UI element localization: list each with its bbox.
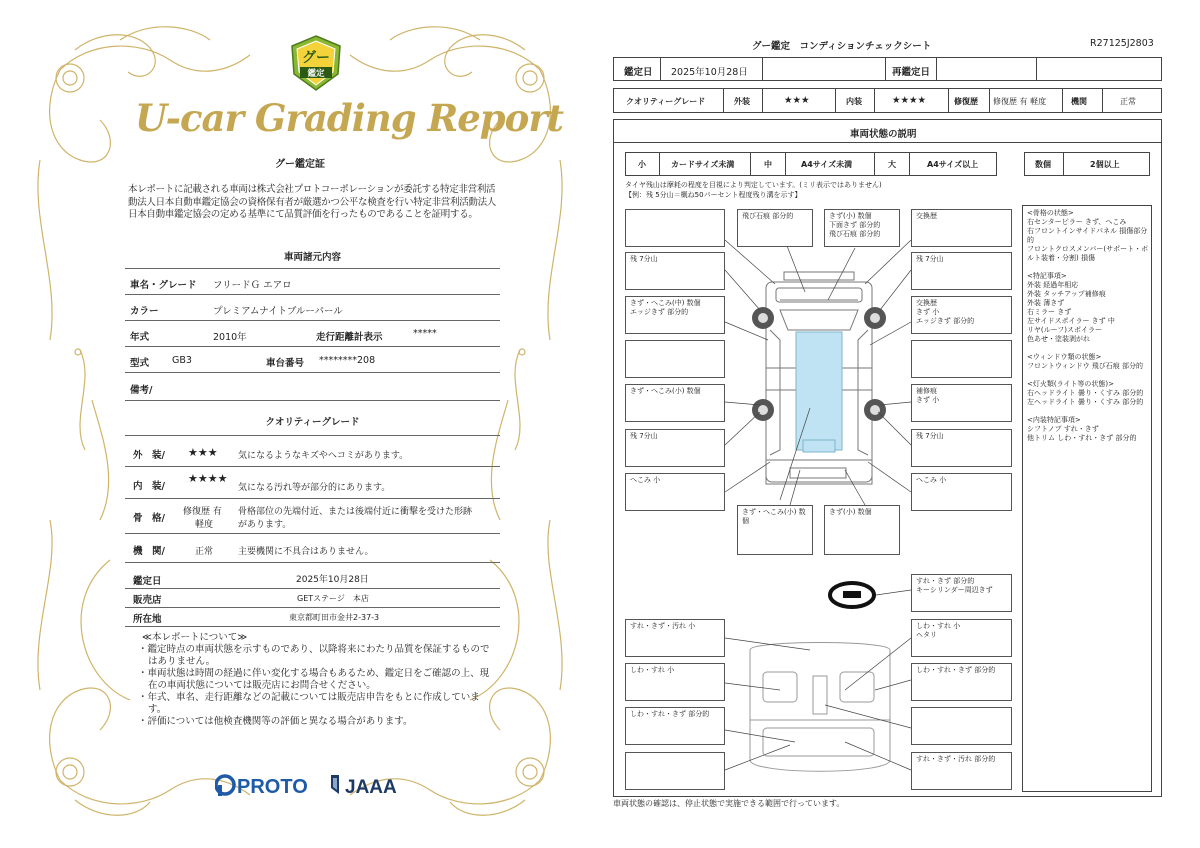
tire-example: 【例：残 5分山＝概ね50パーセント程度残り溝を示す】 [625,191,802,199]
remarks-label: 備考/ [130,385,153,396]
divider [125,533,500,534]
mileage-label: 走行距離計表示 [316,332,383,343]
proto-logo-icon [216,776,234,796]
exterior-label: 外装 [734,97,750,106]
damage-box: へこみ 小 [625,473,725,511]
frame-desc-line2: があります。 [238,520,292,530]
legend-count-desc: 2個以上 [1090,160,1120,169]
interior-stars: ★★★★ [188,472,228,485]
interior-box: しわ・すれ 小 [625,663,725,701]
engine-label: 機 関/ [133,546,165,557]
certificate-title: グー鑑定証 [275,159,325,170]
note-item: ・車両状態は時間の経過に伴い変化する場合もあるため、鑑定日をご確認の上、現在の車両状態については販売店にお問合せください。 [138,668,490,691]
proto-logo-text: PROTO [237,776,308,798]
goo-kantei-badge-icon [288,34,344,92]
interior-box: すれ・きず・汚れ 小 [625,619,725,657]
year-label: 年式 [130,332,150,343]
document-id: R27125J2803 [1090,38,1154,49]
divider [125,320,500,321]
damage-box [911,340,1012,378]
appraisal-date-label: 鑑定日 [133,576,162,587]
jaaa-logo-text: JAAA [345,777,397,798]
appraisal-date-label: 鑑定日 [624,67,653,78]
damage-box: きず・へこみ(小) 数個 [737,505,813,555]
color-value: プレミアムナイトブルーパール [213,306,343,317]
shop-label: 販売店 [133,595,162,606]
legend-small: 小 [638,160,646,169]
car-name-label: 車名・グレード [130,280,197,291]
exterior-desc: 気になるようなキズやヘコミがあります。 [238,451,409,461]
interior-box [625,752,725,790]
damage-box: きず・へこみ(中) 数個 エッジきず 部分的 [625,296,725,334]
notes-title: ≪本レポートについて≫ [142,632,248,643]
steering-box: すれ・きず 部分的 キーシリンダー周辺きず [911,574,1012,612]
exterior-label: 外 装/ [133,450,165,461]
interior-label: 内装 [846,97,862,106]
interior-box: しわ・すれ・きず 部分的 [911,663,1012,701]
appraisal-date-value: 2025年10月28日 [296,575,369,585]
damage-box [625,209,725,247]
divider [125,626,500,627]
quality-section-title: クオリティーグレード [265,417,360,428]
cell [1036,57,1162,81]
frame-label: 骨 格/ [133,513,165,524]
tire-box: 残 7分山 [911,429,1012,467]
appraisal-date-value: 2025年10月28日 [671,67,748,78]
frame-value-line1: 修復歴 有 [183,507,222,517]
repair-history-label: 修復歴 [954,97,978,106]
interior-stars: ★★★★ [892,95,927,106]
report-notes [138,632,498,728]
legend-mid-desc: A4サイズ未満 [801,160,853,169]
divider [125,498,500,499]
footer-note: 車両状態の確認は、停止状態で実施できる範囲で行っています。 [613,799,845,808]
legend-large-desc: A4サイズ以上 [927,160,979,169]
badge-top-text: グー [302,50,330,66]
legend-count: 数個 [1035,160,1051,169]
damage-box: 交換歴 きず 小 エッジきず 部分的 [911,296,1012,334]
status-title: 車両状態の説明 [850,129,917,140]
damage-box: きず・へこみ(小) 数個 [625,384,725,422]
note-item: ・年式、車名、走行距離などの記載については販売店申告をもとに作成しています。 [138,692,480,715]
divider [125,268,500,269]
damage-box: きず(小) 数個 [824,505,900,555]
remarks-text: <骨格の状態> 右センターピラー きず、へこみ 右フロントインサイドパネル 損傷部分的 フロントクロスメンバー(サポート・ボルト装着・分割) 損傷 <特記事項> 外装 経過年相応 外装 タッチアップ補修痕 外装 薄きず 右ミラー きず 左サイドスポイラー きず 中 リヤ(ルーフ)スポイラー 色あせ・塗装剥がれ <ウィンドウ類の状態> フロントウィンドウ 飛び石痕 部分的 <灯火類(ライト等の状態)> 右ヘッドライト 曇り・くすみ 部分的 左ヘッドライト 曇り・くすみ 部分的 <内装特記事項> シフトノブ すれ・きず 他トリム しわ・すれ・きず 部分的 [1027,209,1149,442]
certificate-body: 本レポートに記載される車両は株式会社プロトコーポレーションが委託する特定非営利活動法人日本自動車鑑定協会の資格保有者が厳選かつ公平な検査を行い特定非営利活動法人日本自動車鑑定協会の定める基準にて品質評価を行ったものであることを証明する。 [128,184,497,220]
car-name-value: フリードＧ エアロ [213,280,292,291]
divider [125,466,500,467]
note-item: ・評価については他検査機関等の評価と異なる場合があります。 [138,716,413,727]
divider [125,562,500,563]
divider [125,435,500,436]
interior-box: すれ・きず・汚れ 部分的 [911,752,1012,790]
tire-note: タイヤ残山は摩耗の程度を目視により判定しています。(ミリ表示ではありません) [625,181,882,189]
badge-bottom-text: 鑑定 [307,69,325,79]
interior-label: 内 装/ [133,481,165,492]
exterior-stars: ★★★ [188,446,218,459]
chassis-value: ********208 [319,355,376,366]
model-value: GB3 [172,355,192,366]
engine-label: 機関 [1071,97,1087,106]
address-label: 所在地 [133,614,162,625]
divider [125,294,500,295]
damage-box [625,340,725,378]
divider [125,400,500,401]
divider [125,346,500,347]
sheet-title: グー鑑定 コンディションチェックシート [752,41,932,52]
damage-box: 補修痕 きず 小 [911,384,1012,422]
tire-box: 残 7分山 [911,252,1012,290]
script-title: U-car Grading Report [135,96,563,140]
color-label: カラー [130,306,159,317]
jaaa-logo-icon [331,775,339,794]
damage-box: 交換歴 [911,209,1012,247]
frame-desc-line1: 骨格部位の先端付近、または後端付近に衝撃を受けた形跡 [238,507,473,517]
exterior-stars: ★★★ [784,95,810,106]
chassis-label: 車台番号 [266,358,305,369]
mileage-value: ***** [413,328,437,339]
engine-desc: 主要機関に不具合はありません。 [238,547,374,557]
company-logos [215,772,415,798]
interior-box: しわ・すれ・きず 部分的 [625,707,725,745]
repair-history-value: 修復歴 有 軽度 [993,97,1047,106]
legend-small-desc: カードサイズ未満 [671,160,735,169]
year-value: 2010年 [213,332,247,343]
address-value: 東京都町田市金井2-37-3 [289,613,380,622]
reappraisal-date-label: 再鑑定日 [892,67,931,78]
frame-value-line2: 軽度 [195,520,214,530]
quality-grade-label: クオリティーグレード [626,97,706,106]
damage-box: 飛び石痕 部分的 [737,209,813,247]
model-label: 型式 [130,358,150,369]
divider [125,588,500,589]
note-item: ・鑑定時点の車両状態を示すものであり、以降将来にわたり品質を保証するものではありません。 [138,644,490,667]
damage-box: へこみ 小 [911,473,1012,511]
interior-box [911,707,1012,745]
spec-section-title: 車両諸元内容 [283,252,341,263]
legend-large: 大 [888,160,896,169]
legend-mid: 中 [764,160,772,169]
interior-desc: 気になる汚れ等が部分的にあります。 [238,483,391,493]
interior-box: しわ・すれ 小 ヘタリ [911,619,1012,657]
damage-box: きず(小) 数個 下面きず 部分的 飛び石痕 部分的 [824,209,900,247]
shop-value: GETステージ 本店 [297,594,369,603]
tire-box: 残 7分山 [625,429,725,467]
tire-box: 残 7分山 [625,252,725,290]
divider [125,607,500,608]
divider [125,372,500,373]
engine-value: 正常 [1120,97,1136,106]
engine-value: 正常 [195,547,214,557]
